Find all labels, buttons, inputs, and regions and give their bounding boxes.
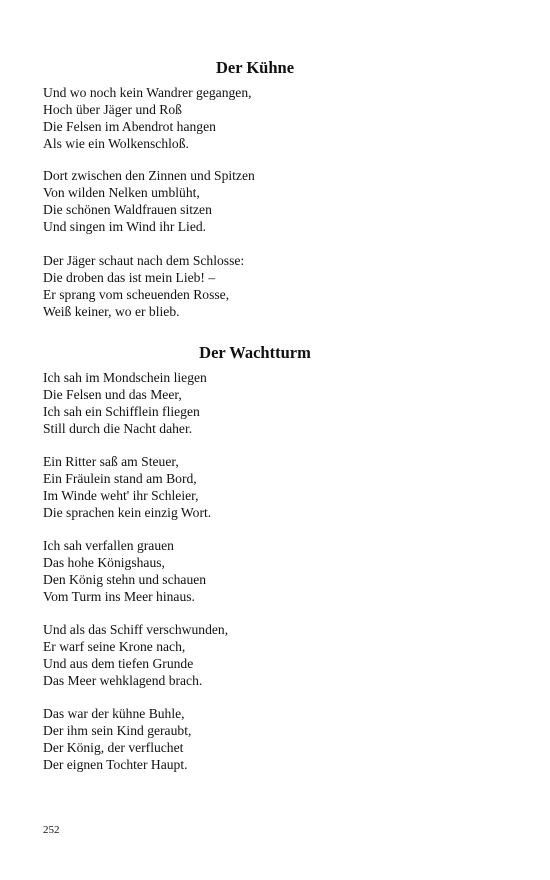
stanza [43,537,206,605]
verse-line: Weiß keiner, wo er blieb. [43,304,180,319]
verse-line: Der ihm sein Kind geraubt, [43,723,192,738]
verse-line: Und singen im Wind ihr Lied. [43,219,207,234]
verse-line: Ich sah ein Schifflein fliegen [43,404,200,419]
stanza [43,84,252,152]
verse-line: Als wie ein Wolkenschloß. [43,136,189,151]
verse-line: Das Meer wehklagend brach. [43,673,203,688]
stanza [43,252,244,320]
verse-line: Ich sah im Mondschein liegen [43,370,207,385]
verse-line: Die sprachen kein einzig Wort. [43,505,212,520]
verse-line: Ich sah verfallen grauen [43,538,174,553]
verse-line: Er sprang vom scheuenden Rosse, [43,287,230,302]
verse-line: Die schönen Waldfrauen sitzen [43,202,212,217]
verse-line: Die Felsen im Abendrot hangen [43,119,216,134]
verse-line: Den König stehn und schauen [43,572,207,587]
verse-line: Von wilden Nelken umblüht, [43,185,200,200]
stanza [43,705,191,773]
verse-line: Und aus dem tiefen Grunde [43,656,194,671]
verse-line: Die droben das ist mein Lieb! – [43,270,216,285]
verse-line: Und als das Schiff verschwunden, [43,622,229,637]
poem-title-der-wachtturm: Der Wachtturm [199,343,311,362]
stanza [43,453,211,521]
verse-line: Der Jäger schaut nach dem Schlosse: [43,253,245,268]
verse-line: Ein Ritter saß am Steuer, [43,454,179,469]
stanza [43,621,228,689]
verse-line: Der eignen Tochter Haupt. [43,757,188,772]
verse-line: Der König, der verfluchet [43,740,184,755]
verse-line: Er warf seine Krone nach, [43,639,186,654]
verse-line: Und wo noch kein Wandrer gegangen, [43,85,252,100]
verse-line: Das hohe Königshaus, [43,555,165,570]
stanza [43,167,255,235]
poem-title-der-kuehne: Der Kühne [215,58,295,77]
verse-line: Dort zwischen den Zinnen und Spitzen [43,168,255,183]
verse-line: Die Felsen und das Meer, [43,387,182,402]
verse-line: Im Winde weht' ihr Schleier, [43,488,199,503]
stanza [43,369,207,437]
verse-line: Still durch die Nacht daher. [43,421,193,436]
verse-line: Vom Turm ins Meer hinaus. [43,589,195,604]
verse-line: Ein Fräulein stand am Bord, [43,471,197,486]
verse-line: Das war der kühne Buhle, [43,706,185,721]
page-number: 252 [43,824,60,836]
verse-line: Hoch über Jäger und Roß [43,102,182,117]
